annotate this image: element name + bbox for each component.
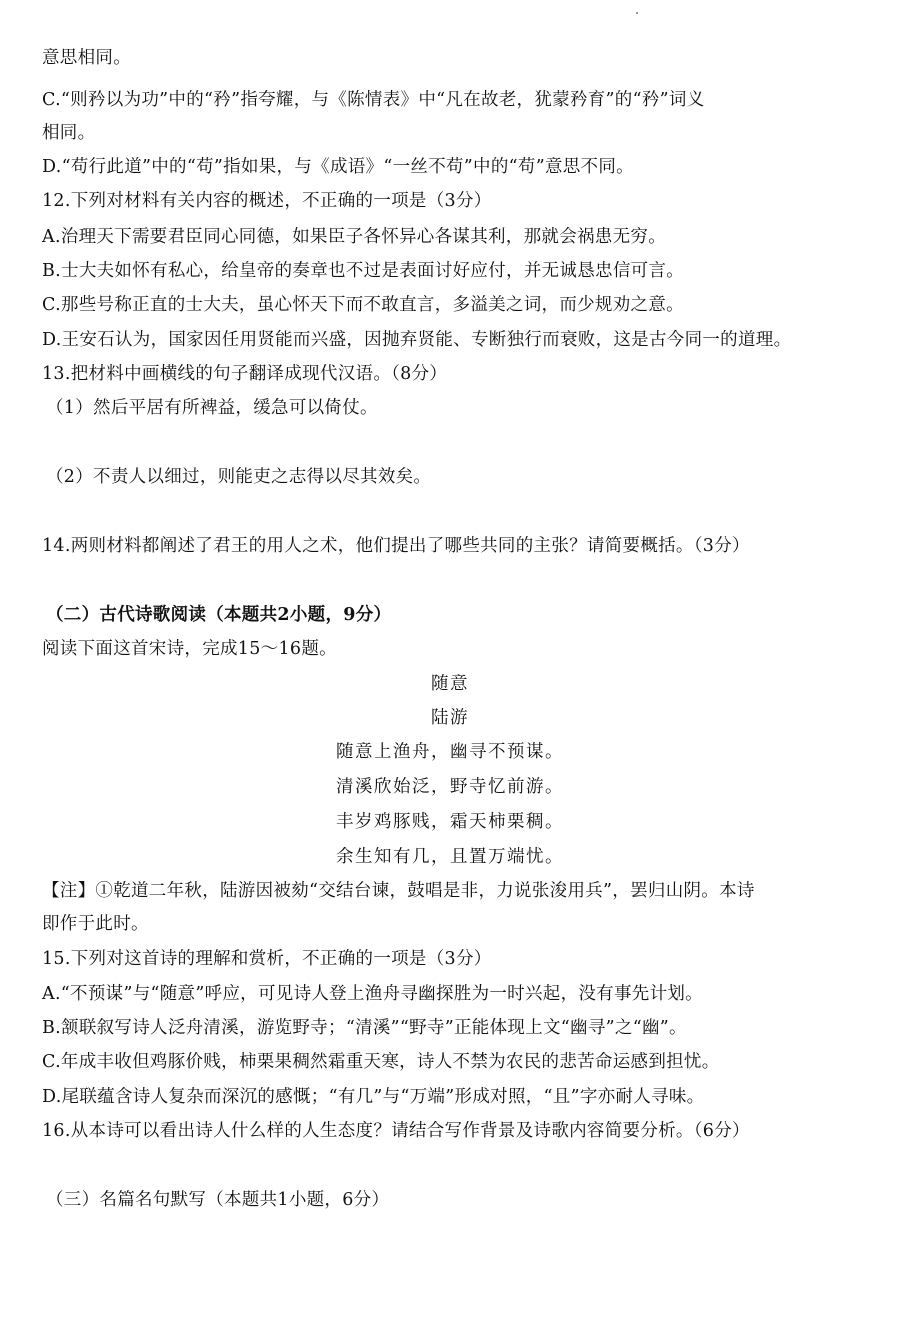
- poem-note-line1: 【注】①乾道二年秋，陆游因被劾“交结台谏，鼓唱是非，力说张浚用兵”，罢归山阴。本诗: [42, 881, 755, 901]
- q12-option-d: D.王安石认为，国家因任用贤能而兴盛，因抛弃贤能、专断独行而衰败，这是古今同一的道理。: [42, 330, 792, 350]
- poem-line-2: 清溪欣始泛，野寺忆前游。: [336, 777, 564, 797]
- q14-stem: 14.两则材料都阐述了君王的用人之术，他们提出了哪些共同的主张？请简要概括。（3分）: [42, 536, 750, 556]
- poem-title: 随意: [431, 674, 469, 694]
- poem-author: 陆游: [431, 708, 469, 728]
- q13-sentence-1: （1）然后平居有所裨益，缓急可以倚仗。: [46, 398, 378, 418]
- q11-continuation: 意思相同。: [42, 48, 131, 68]
- section2-heading: （二）古代诗歌阅读（本题共2小题，9分）: [46, 605, 392, 625]
- q11-option-c-line1: C.“则矜以为功”中的“矜”指夸耀，与《陈情表》中“凡在故老，犹蒙矜育”的“矜”词义: [42, 90, 705, 110]
- scan-speck: [636, 12, 638, 14]
- q12-option-c: C.那些号称正直的士大夫，虽心怀天下而不敢直言，多溢美之词，而少规劝之意。: [42, 295, 684, 315]
- section3-heading: （三）名篇名句默写（本题共1小题，6分）: [46, 1190, 390, 1210]
- q13-sentence-2: （2）不责人以细过，则能吏之志得以尽其效矣。: [46, 467, 432, 487]
- q12-option-b: B.士大夫如怀有私心，给皇帝的奏章也不过是表面讨好应付，并无诚恳忠信可言。: [42, 261, 685, 281]
- poem-line-1: 随意上渔舟，幽寻不预谋。: [336, 742, 564, 762]
- q13-stem: 13.把材料中画横线的句子翻译成现代汉语。（8分）: [42, 364, 448, 384]
- q15-option-d: D.尾联蕴含诗人复杂而深沉的感慨；“有几”与“万端”形成对照，“且”字亦耐人寻味。: [42, 1087, 705, 1107]
- poem-line-4: 余生知有几，且置万端忧。: [336, 847, 564, 867]
- q15-option-c: C.年成丰收但鸡豚价贱，柿栗果稠然霜重天寒，诗人不禁为农民的悲苦命运感到担忧。: [42, 1052, 720, 1072]
- q11-option-c-line2: 相同。: [42, 123, 96, 143]
- poem-line-3: 丰岁鸡豚贱，霜天柿栗稠。: [336, 812, 564, 832]
- poem-note-line2: 即作于此时。: [42, 914, 149, 934]
- q15-stem: 15.下列对这首诗的理解和赏析，不正确的一项是（3分）: [42, 949, 492, 969]
- q15-option-a: A.“不预谋”与“随意”呼应，可见诗人登上渔舟寻幽探胜为一时兴起，没有事先计划。: [42, 984, 703, 1004]
- q12-stem: 12.下列对材料有关内容的概述，不正确的一项是（3分）: [42, 191, 492, 211]
- q12-option-a: A.治理天下需要君臣同心同德，如果臣子各怀异心各谋其利，那就会祸患无穷。: [42, 227, 666, 247]
- q16-stem: 16.从本诗可以看出诗人什么样的人生态度？请结合写作背景及诗歌内容简要分析。（6分）: [42, 1121, 750, 1141]
- q11-option-d: D.“苟行此道”中的“苟”指如果，与《成语》“一丝不苟”中的“苟”意思不同。: [42, 157, 634, 177]
- section2-intro: 阅读下面这首宋诗，完成15～16题。: [42, 639, 337, 659]
- q15-option-b: B.颔联叙写诗人泛舟清溪，游览野寺；“清溪”“野寺”正能体现上文“幽寻”之“幽”。: [42, 1018, 687, 1038]
